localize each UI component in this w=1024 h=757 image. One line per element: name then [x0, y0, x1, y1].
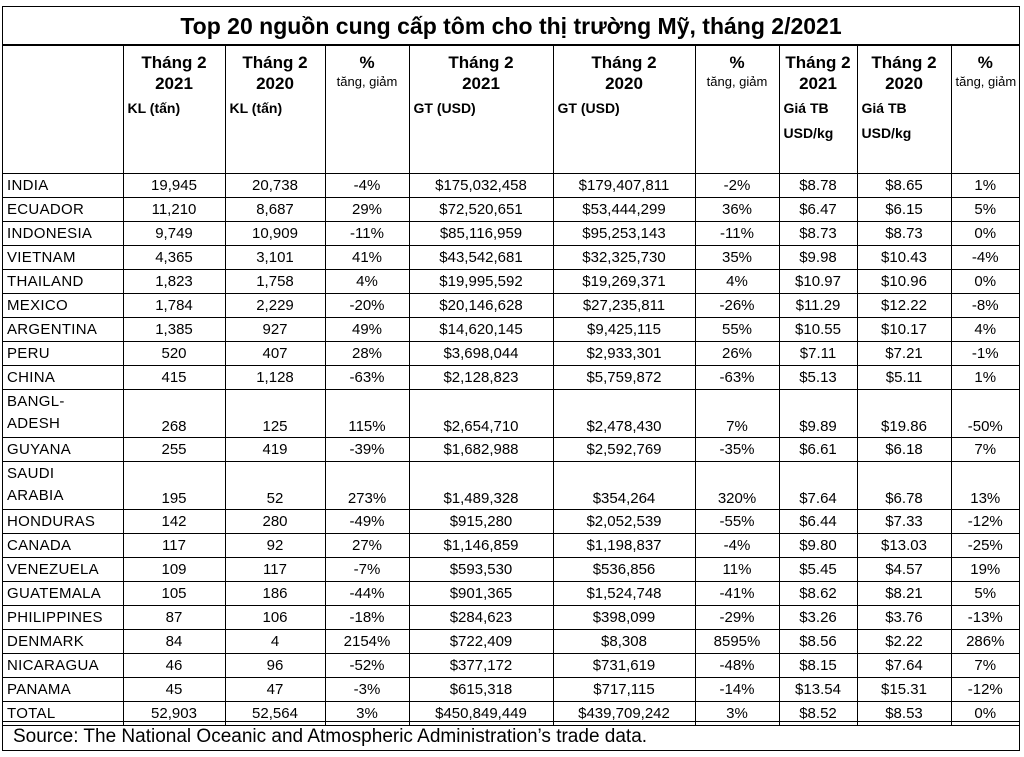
- cell-price-2021: $9.98: [779, 246, 857, 270]
- cell-value-2020: $354,264: [553, 462, 695, 510]
- cell-price-2020: $5.11: [857, 366, 951, 390]
- cell-value-2020: $1,198,837: [553, 534, 695, 558]
- cell-value-2021: $43,542,681: [409, 246, 553, 270]
- cell-value-2020: $398,099: [553, 606, 695, 630]
- cell-country: [3, 462, 123, 510]
- cell-price-2020: $8.21: [857, 582, 951, 606]
- header-price-2020-line1: Tháng 2: [871, 53, 937, 72]
- cell-volume-2020: 52: [225, 462, 325, 510]
- cell-value-change: 320%: [695, 462, 779, 510]
- header-country: [3, 46, 123, 174]
- cell-value-2020: $5,759,872: [553, 366, 695, 390]
- cell-price-change: -8%: [951, 294, 1019, 318]
- cell-value-2021: $3,698,044: [409, 342, 553, 366]
- cell-country-line2: ADESH: [7, 415, 61, 432]
- cell-volume-2020: 8,687: [225, 198, 325, 222]
- cell-value-change: -29%: [695, 606, 779, 630]
- cell-price-2021: $11.29: [779, 294, 857, 318]
- cell-volume-change: -3%: [325, 678, 409, 702]
- cell-volume-change: -39%: [325, 438, 409, 462]
- cell-price-change: 5%: [951, 198, 1019, 222]
- cell-value-2021: $1,489,328: [409, 462, 553, 510]
- cell-price-2021: $6.44: [779, 510, 857, 534]
- cell-price-2020: $7.21: [857, 342, 951, 366]
- cell-country: TOTAL: [3, 702, 123, 726]
- cell-price-2020: $7.64: [857, 654, 951, 678]
- header-volume-2020-line2: 2020: [256, 74, 294, 93]
- header-volume-change-line2: tăng, giảm: [336, 74, 398, 89]
- cell-country: INDIA: [3, 174, 123, 198]
- cell-price-2020: $8.53: [857, 702, 951, 726]
- header-value-2020: [553, 46, 695, 174]
- cell-volume-2021: 520: [123, 342, 225, 366]
- cell-country: ARGENTINA: [3, 318, 123, 342]
- cell-volume-2020: 125: [225, 390, 325, 438]
- cell-volume-change: -20%: [325, 294, 409, 318]
- cell-country-line2: ARABIA: [7, 487, 64, 504]
- cell-volume-2021: 9,749: [123, 222, 225, 246]
- cell-price-2020: $4.57: [857, 558, 951, 582]
- table-row: [3, 270, 1019, 294]
- table-row: [3, 174, 1019, 198]
- table-row: [3, 582, 1019, 606]
- cell-value-change: -35%: [695, 438, 779, 462]
- header-volume-2021-line1: Tháng 2: [141, 53, 207, 72]
- table-row: [3, 342, 1019, 366]
- cell-volume-change: -49%: [325, 510, 409, 534]
- cell-price-2020: $2.22: [857, 630, 951, 654]
- cell-value-change: 36%: [695, 198, 779, 222]
- cell-country: PHILIPPINES: [3, 606, 123, 630]
- table-body: [3, 174, 1019, 726]
- cell-country: [3, 390, 123, 438]
- cell-price-change: -13%: [951, 606, 1019, 630]
- cell-volume-2020: 52,564: [225, 702, 325, 726]
- cell-volume-2021: 195: [123, 462, 225, 510]
- cell-volume-2021: 87: [123, 606, 225, 630]
- cell-price-change: 0%: [951, 222, 1019, 246]
- cell-volume-2020: 419: [225, 438, 325, 462]
- cell-value-change: 4%: [695, 270, 779, 294]
- cell-price-2020: $19.86: [857, 390, 951, 438]
- cell-price-change: 286%: [951, 630, 1019, 654]
- header-price-2020-line2: 2020: [885, 74, 923, 93]
- cell-volume-2021: 19,945: [123, 174, 225, 198]
- header-volume-2021-unit: KL (tấn): [127, 100, 181, 116]
- header-price-change: [951, 46, 1019, 174]
- table-row: [3, 438, 1019, 462]
- cell-volume-change: -44%: [325, 582, 409, 606]
- cell-volume-2021: 52,903: [123, 702, 225, 726]
- cell-volume-2020: 186: [225, 582, 325, 606]
- cell-value-2021: $14,620,145: [409, 318, 553, 342]
- cell-value-change: -11%: [695, 222, 779, 246]
- cell-country: PERU: [3, 342, 123, 366]
- header-value-2020-line2: 2020: [605, 74, 643, 93]
- cell-volume-change: 28%: [325, 342, 409, 366]
- cell-value-change: 35%: [695, 246, 779, 270]
- cell-price-2021: $8.78: [779, 174, 857, 198]
- table-row: [3, 246, 1019, 270]
- cell-value-change: -26%: [695, 294, 779, 318]
- header-volume-2021-line2: 2021: [155, 74, 193, 93]
- cell-price-change: -12%: [951, 678, 1019, 702]
- cell-volume-change: 27%: [325, 534, 409, 558]
- table-row: [3, 654, 1019, 678]
- cell-volume-2021: 117: [123, 534, 225, 558]
- header-volume-2020-unit: KL (tấn): [229, 100, 283, 116]
- cell-volume-2021: 4,365: [123, 246, 225, 270]
- cell-price-change: 5%: [951, 582, 1019, 606]
- cell-value-2020: $8,308: [553, 630, 695, 654]
- cell-volume-change: 4%: [325, 270, 409, 294]
- cell-volume-2021: 109: [123, 558, 225, 582]
- cell-value-2021: $85,116,959: [409, 222, 553, 246]
- cell-value-2020: $27,235,811: [553, 294, 695, 318]
- table-row: [3, 606, 1019, 630]
- cell-volume-change: 115%: [325, 390, 409, 438]
- cell-country: THAILAND: [3, 270, 123, 294]
- header-value-2021: [409, 46, 553, 174]
- cell-volume-change: 3%: [325, 702, 409, 726]
- cell-value-2021: $72,520,651: [409, 198, 553, 222]
- cell-value-2020: $2,592,769: [553, 438, 695, 462]
- cell-price-2021: $9.89: [779, 390, 857, 438]
- cell-price-2021: $7.64: [779, 462, 857, 510]
- cell-value-2020: $536,856: [553, 558, 695, 582]
- cell-volume-2020: 47: [225, 678, 325, 702]
- cell-value-2021: $2,128,823: [409, 366, 553, 390]
- cell-volume-2020: 407: [225, 342, 325, 366]
- shrimp-import-table-sheet: [2, 6, 1020, 751]
- cell-country: VENEZUELA: [3, 558, 123, 582]
- cell-price-change: 19%: [951, 558, 1019, 582]
- cell-volume-2020: 2,229: [225, 294, 325, 318]
- header-value-2021-unit: GT (USD): [413, 100, 476, 116]
- cell-volume-2021: 84: [123, 630, 225, 654]
- cell-volume-2020: 117: [225, 558, 325, 582]
- table-row: [3, 630, 1019, 654]
- cell-price-2020: $15.31: [857, 678, 951, 702]
- header-row: [3, 46, 1019, 174]
- cell-volume-2020: 92: [225, 534, 325, 558]
- cell-volume-change: 2154%: [325, 630, 409, 654]
- cell-value-2021: $450,849,449: [409, 702, 553, 726]
- cell-value-2021: $20,146,628: [409, 294, 553, 318]
- cell-price-2020: $13.03: [857, 534, 951, 558]
- cell-country: CHINA: [3, 366, 123, 390]
- cell-volume-change: -18%: [325, 606, 409, 630]
- cell-country: HONDURAS: [3, 510, 123, 534]
- table-row: [3, 390, 1019, 438]
- cell-value-change: -55%: [695, 510, 779, 534]
- cell-volume-2021: 415: [123, 366, 225, 390]
- cell-price-2021: $9.80: [779, 534, 857, 558]
- cell-value-change: -4%: [695, 534, 779, 558]
- table-title: Top 20 nguồn cung cấp tôm cho thị trường Mỹ, tháng 2/2021: [3, 7, 1019, 45]
- cell-country-line1: SAUDI: [7, 465, 55, 482]
- cell-price-change: 4%: [951, 318, 1019, 342]
- cell-volume-change: 273%: [325, 462, 409, 510]
- cell-value-2020: $95,253,143: [553, 222, 695, 246]
- header-price-change-line2: tăng, giảm: [955, 74, 1017, 89]
- cell-volume-change: -11%: [325, 222, 409, 246]
- cell-volume-2020: 106: [225, 606, 325, 630]
- cell-volume-2020: 4: [225, 630, 325, 654]
- cell-volume-change: 29%: [325, 198, 409, 222]
- cell-value-2021: $2,654,710: [409, 390, 553, 438]
- cell-price-change: 0%: [951, 702, 1019, 726]
- cell-volume-2021: 11,210: [123, 198, 225, 222]
- cell-value-2021: $284,623: [409, 606, 553, 630]
- cell-price-2021: $10.55: [779, 318, 857, 342]
- cell-price-2020: $6.18: [857, 438, 951, 462]
- cell-volume-2021: 46: [123, 654, 225, 678]
- cell-country-line1: BANGL-: [7, 393, 65, 410]
- source-note: Source: The National Oceanic and Atmospheric Administration’s trade data.: [3, 721, 1019, 751]
- cell-value-change: 55%: [695, 318, 779, 342]
- cell-value-change: 3%: [695, 702, 779, 726]
- table-row: [3, 318, 1019, 342]
- header-price-2020-unit1: Giá TB: [861, 100, 907, 116]
- cell-country: CANADA: [3, 534, 123, 558]
- table-row: [3, 534, 1019, 558]
- header-price-2021-unit2: USD/kg: [783, 125, 834, 141]
- cell-price-2021: $8.52: [779, 702, 857, 726]
- cell-value-change: -2%: [695, 174, 779, 198]
- cell-volume-2021: 1,385: [123, 318, 225, 342]
- header-volume-2021: [123, 46, 225, 174]
- cell-value-2021: $901,365: [409, 582, 553, 606]
- cell-volume-2020: 10,909: [225, 222, 325, 246]
- cell-price-change: 7%: [951, 654, 1019, 678]
- cell-price-change: 7%: [951, 438, 1019, 462]
- header-price-2020-unit2: USD/kg: [861, 125, 912, 141]
- cell-value-2020: $2,478,430: [553, 390, 695, 438]
- header-value-change-line2: tăng, giảm: [706, 74, 768, 89]
- cell-price-change: -50%: [951, 390, 1019, 438]
- cell-volume-2020: 927: [225, 318, 325, 342]
- cell-value-change: 8595%: [695, 630, 779, 654]
- cell-price-change: 1%: [951, 174, 1019, 198]
- cell-value-change: -63%: [695, 366, 779, 390]
- cell-value-2020: $2,933,301: [553, 342, 695, 366]
- cell-volume-2020: 1,758: [225, 270, 325, 294]
- cell-volume-change: -4%: [325, 174, 409, 198]
- cell-volume-2020: 3,101: [225, 246, 325, 270]
- header-value-change: [695, 46, 779, 174]
- cell-price-change: 0%: [951, 270, 1019, 294]
- cell-price-2020: $6.15: [857, 198, 951, 222]
- cell-price-2021: $8.56: [779, 630, 857, 654]
- cell-volume-2020: 1,128: [225, 366, 325, 390]
- cell-price-2021: $6.47: [779, 198, 857, 222]
- cell-volume-change: -7%: [325, 558, 409, 582]
- header-volume-2020: [225, 46, 325, 174]
- cell-value-2020: $717,115: [553, 678, 695, 702]
- cell-value-change: 7%: [695, 390, 779, 438]
- cell-value-2021: $1,146,859: [409, 534, 553, 558]
- cell-value-2020: $9,425,115: [553, 318, 695, 342]
- cell-price-2021: $3.26: [779, 606, 857, 630]
- cell-country: GUATEMALA: [3, 582, 123, 606]
- cell-value-2020: $19,269,371: [553, 270, 695, 294]
- cell-volume-2021: 255: [123, 438, 225, 462]
- cell-country: DENMARK: [3, 630, 123, 654]
- cell-value-2020: $2,052,539: [553, 510, 695, 534]
- cell-price-2020: $8.73: [857, 222, 951, 246]
- cell-value-2021: $722,409: [409, 630, 553, 654]
- cell-volume-2021: 1,823: [123, 270, 225, 294]
- cell-price-2020: $10.17: [857, 318, 951, 342]
- header-price-change-line1: %: [977, 53, 993, 72]
- shrimp-supply-table: [3, 45, 1019, 726]
- cell-country: VIETNAM: [3, 246, 123, 270]
- cell-price-change: 1%: [951, 366, 1019, 390]
- cell-price-2021: $8.15: [779, 654, 857, 678]
- cell-volume-2021: 268: [123, 390, 225, 438]
- header-value-2020-line1: Tháng 2: [591, 53, 657, 72]
- cell-price-2021: $7.11: [779, 342, 857, 366]
- cell-volume-2021: 105: [123, 582, 225, 606]
- cell-country: MEXICO: [3, 294, 123, 318]
- cell-price-2020: $8.65: [857, 174, 951, 198]
- cell-price-change: -25%: [951, 534, 1019, 558]
- cell-value-2021: $1,682,988: [409, 438, 553, 462]
- header-volume-change-line1: %: [359, 53, 375, 72]
- cell-country: ECUADOR: [3, 198, 123, 222]
- table-row: [3, 462, 1019, 510]
- cell-price-2021: $6.61: [779, 438, 857, 462]
- cell-value-2021: $915,280: [409, 510, 553, 534]
- cell-price-2021: $8.62: [779, 582, 857, 606]
- header-price-2021-line2: 2021: [799, 74, 837, 93]
- cell-value-change: 26%: [695, 342, 779, 366]
- cell-price-change: -4%: [951, 246, 1019, 270]
- cell-price-2021: $5.45: [779, 558, 857, 582]
- cell-price-2020: $3.76: [857, 606, 951, 630]
- cell-value-change: 11%: [695, 558, 779, 582]
- cell-price-2021: $8.73: [779, 222, 857, 246]
- cell-price-2020: $10.96: [857, 270, 951, 294]
- header-price-2021-unit1: Giá TB: [783, 100, 829, 116]
- cell-value-2021: $615,318: [409, 678, 553, 702]
- cell-volume-2020: 280: [225, 510, 325, 534]
- cell-volume-2021: 45: [123, 678, 225, 702]
- cell-volume-2021: 1,784: [123, 294, 225, 318]
- cell-value-change: -14%: [695, 678, 779, 702]
- header-volume-2020-line1: Tháng 2: [242, 53, 308, 72]
- cell-country: GUYANA: [3, 438, 123, 462]
- table-row: [3, 678, 1019, 702]
- cell-value-2020: $179,407,811: [553, 174, 695, 198]
- cell-price-2020: $10.43: [857, 246, 951, 270]
- header-price-2021: [779, 46, 857, 174]
- header-price-2020: [857, 46, 951, 174]
- header-value-change-line1: %: [729, 53, 745, 72]
- cell-value-2021: $377,172: [409, 654, 553, 678]
- cell-volume-change: -52%: [325, 654, 409, 678]
- table-row: [3, 558, 1019, 582]
- cell-value-2020: $439,709,242: [553, 702, 695, 726]
- cell-value-2021: $19,995,592: [409, 270, 553, 294]
- cell-value-2020: $1,524,748: [553, 582, 695, 606]
- cell-value-2021: $175,032,458: [409, 174, 553, 198]
- cell-value-change: -48%: [695, 654, 779, 678]
- table-row: [3, 366, 1019, 390]
- cell-value-2020: $53,444,299: [553, 198, 695, 222]
- header-volume-change: [325, 46, 409, 174]
- cell-price-change: 13%: [951, 462, 1019, 510]
- cell-volume-2021: 142: [123, 510, 225, 534]
- table-row: [3, 510, 1019, 534]
- cell-value-2020: $32,325,730: [553, 246, 695, 270]
- header-price-2021-line1: Tháng 2: [785, 53, 851, 72]
- table-row: [3, 222, 1019, 246]
- cell-value-change: -41%: [695, 582, 779, 606]
- header-value-2021-line2: 2021: [462, 74, 500, 93]
- cell-country: INDONESIA: [3, 222, 123, 246]
- cell-volume-change: 41%: [325, 246, 409, 270]
- cell-value-2020: $731,619: [553, 654, 695, 678]
- cell-value-2021: $593,530: [409, 558, 553, 582]
- cell-price-change: -1%: [951, 342, 1019, 366]
- cell-country: PANAMA: [3, 678, 123, 702]
- cell-volume-change: -63%: [325, 366, 409, 390]
- table-row: [3, 198, 1019, 222]
- header-value-2020-unit: GT (USD): [557, 100, 620, 116]
- cell-price-2021: $5.13: [779, 366, 857, 390]
- cell-price-change: -12%: [951, 510, 1019, 534]
- cell-country: NICARAGUA: [3, 654, 123, 678]
- table-row: [3, 294, 1019, 318]
- cell-price-2021: $10.97: [779, 270, 857, 294]
- cell-volume-2020: 96: [225, 654, 325, 678]
- cell-price-2020: $7.33: [857, 510, 951, 534]
- cell-volume-2020: 20,738: [225, 174, 325, 198]
- cell-volume-change: 49%: [325, 318, 409, 342]
- cell-price-2020: $12.22: [857, 294, 951, 318]
- header-value-2021-line1: Tháng 2: [448, 53, 514, 72]
- cell-price-2021: $13.54: [779, 678, 857, 702]
- cell-price-2020: $6.78: [857, 462, 951, 510]
